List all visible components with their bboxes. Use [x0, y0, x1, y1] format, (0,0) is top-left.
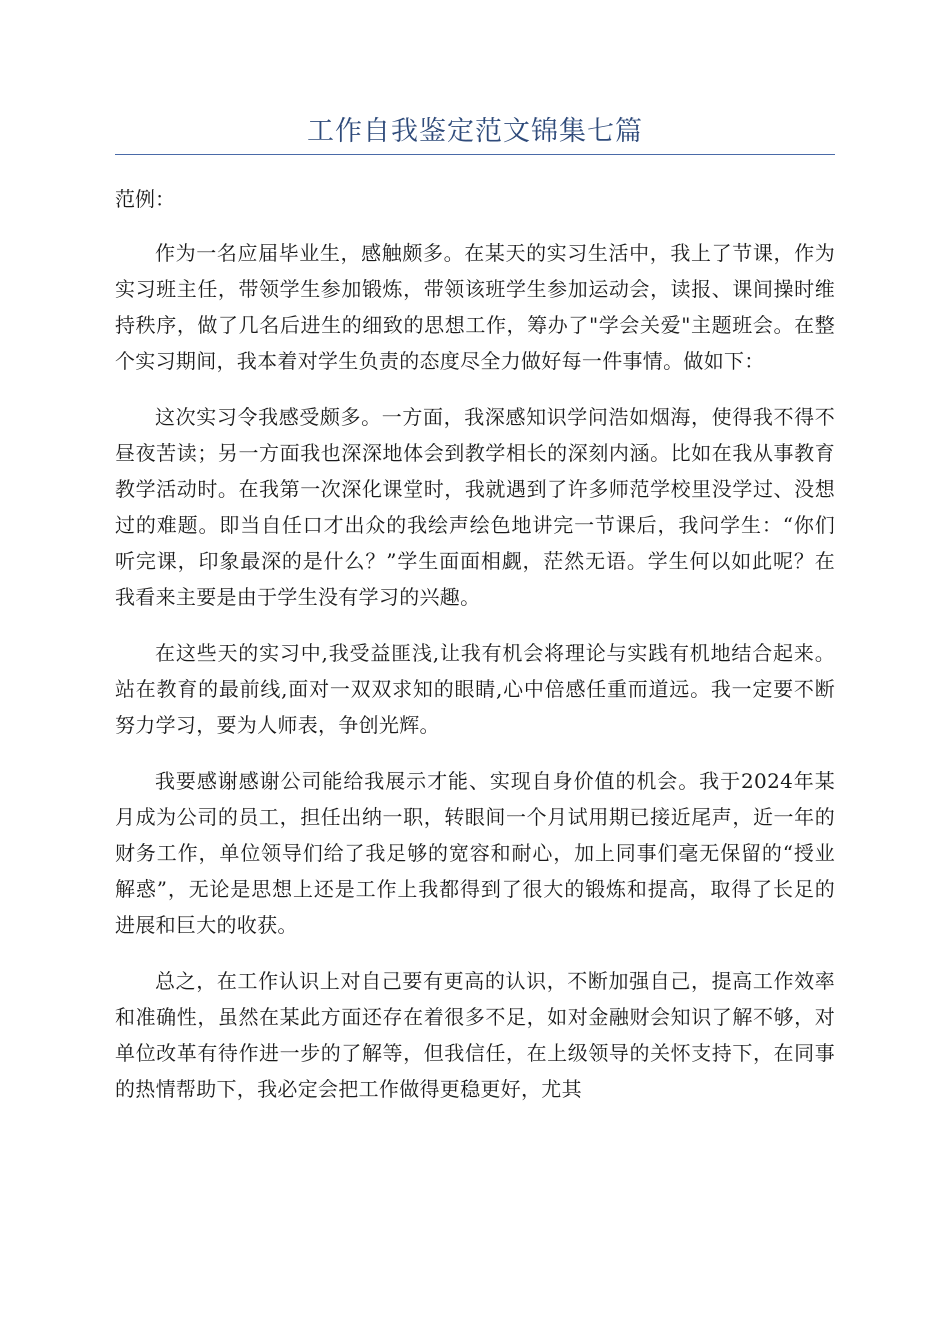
example-label: 范例：	[115, 187, 175, 211]
paragraph-3: 在这些天的实习中,我受益匪浅,让我有机会将理论与实践有机地结合起来。站在教育的最前线,面对一双双求知的眼睛,心中倍感任重而道远。我一定要不断努力学习，要为人师表，争创光辉。	[115, 641, 835, 737]
document-page	[115, 112, 835, 1107]
paragraph-1: 作为一名应届毕业生，感触颇多。在某天的实习生活中，我上了节课，作为实习班主任，带领学生参加锻炼，带领该班学生参加运动会，读报、课间操时维持秩序，做了几名后进生的细致的思想工作，筹办了"学会关爱"主题班会。在整个实习期间，我本着对学生负责的态度尽全力做好每一件事情。做如下：	[115, 241, 835, 373]
paragraph-5: 总之，在工作认识上对自己要有更高的认识，不断加强自己，提高工作效率和准确性，虽然在某此方面还存在着很多不足，如对金融财会知识了解不够，对单位改革有待作进一步的了解等，但我信任，在上级领导的关怀支持下，在同事的热情帮助下，我必定会把工作做得更稳更好，尤其	[115, 969, 835, 1101]
document-title: 工作自我鉴定范文锦集七篇	[307, 116, 643, 147]
paragraph-2: 这次实习令我感受颇多。一方面，我深感知识学问浩如烟海，使得我不得不昼夜苦读；另一方面我也深深地体会到教学相长的深刻内涵。比如在我从事教育教学活动时。在我第一次深化课堂时，我就遇到了许多师范学校里没学过、没想过的难题。即当自任口才出众的我绘声绘色地讲完一节课后，我问学生：“你们听完课，印象最深的是什么？”学生面面相觑，茫然无语。学生何以如此呢？在我看来主要是由于学生没有学习的兴趣。	[115, 405, 835, 609]
paragraph-4: 我要感谢感谢公司能给我展示才能、实现自身价值的机会。我于2024年某月成为公司的员工，担任出纳一职，转眼间一个月试用期已接近尾声，近一年的财务工作，单位领导们给了我足够的宽容和耐心，加上同事们毫无保留的“授业解惑”，无论是思想上还是工作上我都得到了很大的锻炼和提高，取得了长足的进展和巨大的收获。	[115, 769, 835, 937]
title-underline	[115, 154, 835, 155]
